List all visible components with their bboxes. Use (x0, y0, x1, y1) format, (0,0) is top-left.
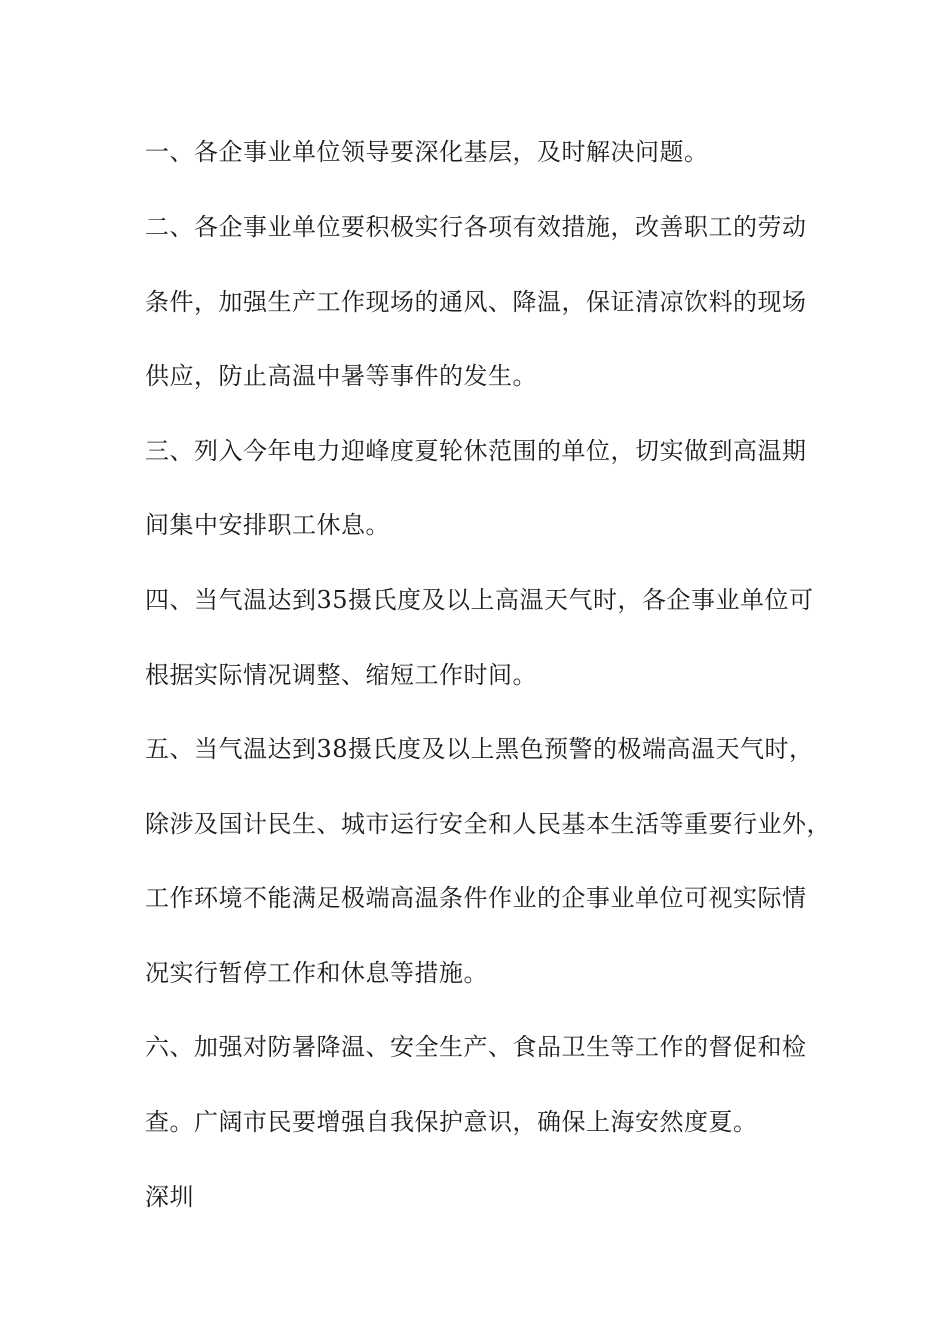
text-line: 工作环境不能满足极端高温条件作业的企事业单位可视实际情 (145, 884, 807, 912)
text-line: 条件，加强生产工作现场的通风、降温，保证清凉饮料的现场 (145, 288, 807, 316)
text-line: 六、加强对防暑降温、安全生产、食品卫生等工作的督促和检 (145, 1033, 807, 1061)
text-line: 根据实际情况调整、缩短工作时间。 (145, 661, 537, 689)
text-line: 三、列入今年电力迎峰度夏轮休范围的单位，切实做到高温期 (145, 437, 807, 465)
text-line: 间集中安排职工休息。 (145, 511, 390, 539)
text-line: 一、各企事业单位领导要深化基层，及时解决问题。 (145, 138, 709, 166)
text-line: 深圳 (145, 1183, 194, 1211)
text-line: 二、各企事业单位要积极实行各项有效措施，改善职工的劳动 (145, 213, 807, 241)
text-line: 四、当气温达到35摄氏度及以上高温天气时，各企事业单位可 (145, 586, 814, 614)
text-line: 五、当气温达到38摄氏度及以上黑色预警的极端高温天气时， (145, 735, 814, 763)
text-line: 供应，防止高温中暑等事件的发生。 (145, 362, 537, 390)
text-line: 除涉及国计民生、城市运行安全和人民基本生活等重要行业外， (145, 810, 831, 838)
text-line: 况实行暂停工作和休息等措施。 (145, 959, 488, 987)
text-line: 查。广阔市民要增强自我保护意识，确保上海安然度夏。 (145, 1108, 758, 1136)
